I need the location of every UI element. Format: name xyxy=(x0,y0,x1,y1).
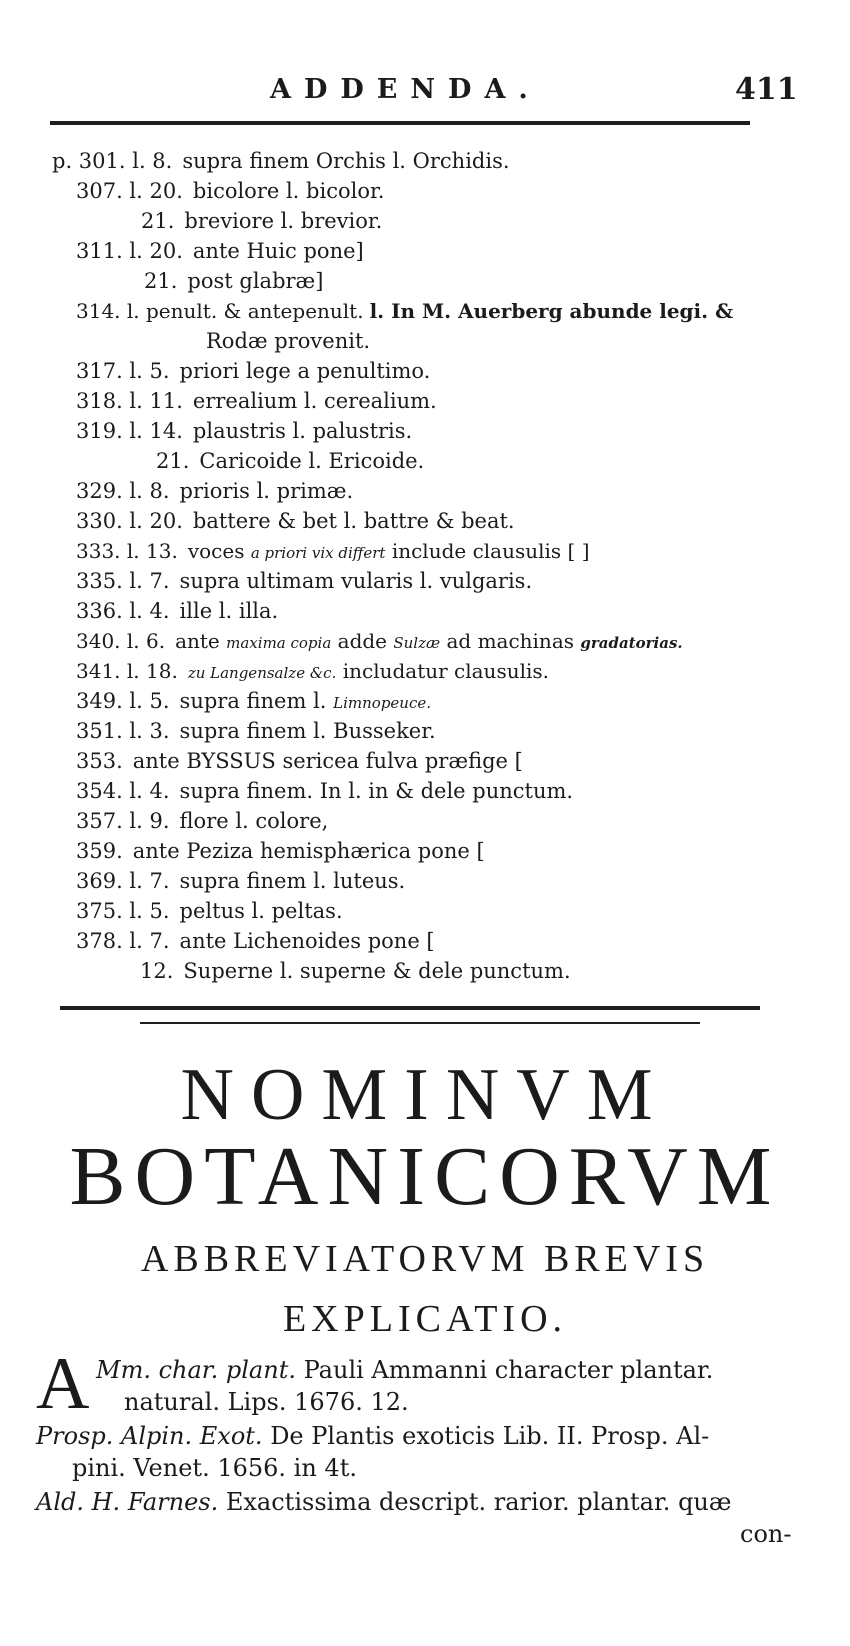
errata-ref: 314. l. penult. & antepenult. xyxy=(76,299,364,323)
errata-text: flore l. colore, xyxy=(179,809,329,833)
errata-text: breviore l. brevior. xyxy=(184,209,383,233)
errata-italic: Limnopeuce. xyxy=(333,694,432,712)
errata-line xyxy=(76,926,435,956)
page-number: 411 xyxy=(735,72,798,107)
errata-ref: 329. l. 8. xyxy=(76,479,170,503)
entry-continuation: con- xyxy=(740,1520,792,1548)
errata-ref: 307. l. 20. xyxy=(76,179,183,203)
errata-text: supra finem l. xyxy=(179,689,327,713)
errata-text-cont: ad machinas xyxy=(446,629,575,653)
errata-italic: a priori vix differt xyxy=(250,544,386,562)
errata-line xyxy=(156,446,424,476)
errata-line xyxy=(76,236,364,266)
errata-text: bicolore l. bicolor. xyxy=(192,179,385,203)
errata-ref: 317. l. 5. xyxy=(76,359,170,383)
title-line-1: NOMINVM xyxy=(180,1054,670,1136)
errata-ref: 369. l. 7. xyxy=(76,869,170,893)
errata-ref: 330. l. 20. xyxy=(76,509,183,533)
errata-line xyxy=(76,686,431,716)
errata-line xyxy=(52,146,510,176)
errata-text: supra finem Orchis l. Orchidis. xyxy=(182,149,510,173)
errata-ref: 359. xyxy=(76,839,123,863)
errata-italic: maxima copia xyxy=(226,634,332,652)
errata-ref: 353. xyxy=(76,749,123,773)
errata-line xyxy=(76,506,515,536)
entry-line xyxy=(36,1421,709,1451)
entry-line xyxy=(36,1487,731,1517)
header-rule xyxy=(50,121,750,125)
errata-line xyxy=(76,356,430,386)
errata-ref: 318. l. 11. xyxy=(76,389,183,413)
errata-text: plaustris l. palustris. xyxy=(192,419,413,443)
running-title: ADDENDA. xyxy=(270,74,541,105)
errata-italic: Sulzæ xyxy=(393,634,441,652)
errata-text: peltus l. peltas. xyxy=(179,899,343,923)
errata-line xyxy=(76,536,590,566)
errata-line xyxy=(76,776,573,806)
errata-text: errealium l. cerealium. xyxy=(192,389,437,413)
errata-line xyxy=(76,896,343,926)
errata-line xyxy=(76,746,523,776)
entry-line xyxy=(96,1355,713,1385)
entry-abbreviation: Ald. H. Farnes. xyxy=(36,1488,219,1516)
errata-text: ante Peziza hemisphærica pone [ xyxy=(132,839,485,863)
errata-ref: 21. xyxy=(144,269,178,293)
errata-ref: 378. l. 7. xyxy=(76,929,170,953)
page-header xyxy=(0,70,850,110)
errata-text-cont: includatur clausulis. xyxy=(342,659,549,683)
errata-text: Rodæ provenit. xyxy=(206,329,371,353)
errata-text-cont: include clausulis [ ] xyxy=(391,539,590,563)
errata-line xyxy=(76,566,532,596)
errata-line xyxy=(141,206,382,236)
errata-text: supra finem l. luteus. xyxy=(179,869,406,893)
errata-ref: 21. xyxy=(156,449,190,473)
entry-line xyxy=(740,1519,791,1549)
entry-text: Exactissima descript. rarior. plantar. quæ xyxy=(225,1488,732,1516)
errata-ref: 311. l. 20. xyxy=(76,239,183,263)
section-rule-thick xyxy=(60,1006,760,1010)
errata-ref: 340. l. 6. xyxy=(76,629,166,653)
errata-text: l. In M. Auerberg abunde legi. & xyxy=(369,299,734,323)
errata-line xyxy=(76,596,278,626)
errata-line xyxy=(206,326,370,356)
entry-line xyxy=(72,1453,357,1483)
errata-line xyxy=(76,806,328,836)
errata-line xyxy=(76,386,437,416)
errata-ref: 351. l. 3. xyxy=(76,719,170,743)
errata-text: supra finem l. Busseker. xyxy=(179,719,436,743)
errata-text: supra ultimam vularis l. vulgaris. xyxy=(179,569,533,593)
entry-line xyxy=(124,1387,409,1417)
errata-line xyxy=(144,266,323,296)
errata-ref: 349. l. 5. xyxy=(76,689,170,713)
errata-italic: gradatorias. xyxy=(580,634,683,652)
errata-line xyxy=(76,836,485,866)
entry-abbreviation: Mm. char. plant. xyxy=(96,1356,296,1384)
errata-ref: 354. l. 4. xyxy=(76,779,170,803)
entry-continuation: pini. Venet. 1656. in 4t. xyxy=(72,1454,357,1482)
errata-line xyxy=(76,296,733,326)
errata-ref: 319. l. 14. xyxy=(76,419,183,443)
errata-ref: 336. l. 4. xyxy=(76,599,170,623)
errata-text: ille l. illa. xyxy=(179,599,279,623)
section-rule-thin xyxy=(140,1022,700,1024)
title-line-3: ABBREVIATORVM BREVIS xyxy=(140,1238,710,1280)
entry-text: De Plantis exoticis Lib. II. Prosp. Al- xyxy=(270,1422,710,1450)
errata-text: ante xyxy=(175,629,220,653)
errata-text: ante BYSSUS sericea fulva præfige [ xyxy=(132,749,523,773)
errata-ref: 335. l. 7. xyxy=(76,569,170,593)
errata-text: Caricoide l. Ericoide. xyxy=(199,449,425,473)
errata-italic: zu Langensalze &c. xyxy=(187,664,337,682)
errata-text: voces xyxy=(187,539,245,563)
drop-cap: A xyxy=(36,1343,90,1425)
errata-line xyxy=(76,476,353,506)
errata-text: prioris l. primæ. xyxy=(179,479,354,503)
errata-ref: p. 301. l. 8. xyxy=(52,149,173,173)
errata-text: priori lege a penultimo. xyxy=(179,359,431,383)
title-line-2: BOTANICORVM xyxy=(69,1130,781,1223)
errata-line xyxy=(76,656,549,686)
errata-text-cont: adde xyxy=(337,629,388,653)
errata-line xyxy=(140,956,571,986)
errata-text: battere & bet l. battre & beat. xyxy=(192,509,515,533)
entry-abbreviation: Prosp. Alpin. Exot. xyxy=(36,1422,263,1450)
errata-text: post glabræ] xyxy=(187,269,324,293)
errata-ref: 357. l. 9. xyxy=(76,809,170,833)
errata-text: ante Lichenoides pone [ xyxy=(179,929,435,953)
errata-ref: 12. xyxy=(140,959,174,983)
errata-line xyxy=(76,866,405,896)
errata-line xyxy=(76,176,384,206)
errata-line xyxy=(76,416,412,446)
errata-text: ante Huic pone] xyxy=(192,239,364,263)
errata-text: Superne l. superne & dele punctum. xyxy=(183,959,571,983)
errata-text: supra finem. In l. in & dele punctum. xyxy=(179,779,574,803)
errata-ref: 341. l. 18. xyxy=(76,659,178,683)
errata-ref: 21. xyxy=(141,209,175,233)
errata-ref: 375. l. 5. xyxy=(76,899,170,923)
entry-text: Pauli Ammanni character plantar. xyxy=(303,1356,714,1384)
errata-line xyxy=(76,716,436,746)
entry-continuation: natural. Lips. 1676. 12. xyxy=(124,1388,409,1416)
title-line-4: EXPLICATIO. xyxy=(282,1298,568,1340)
errata-ref: 333. l. 13. xyxy=(76,539,178,563)
errata-line xyxy=(76,626,683,656)
